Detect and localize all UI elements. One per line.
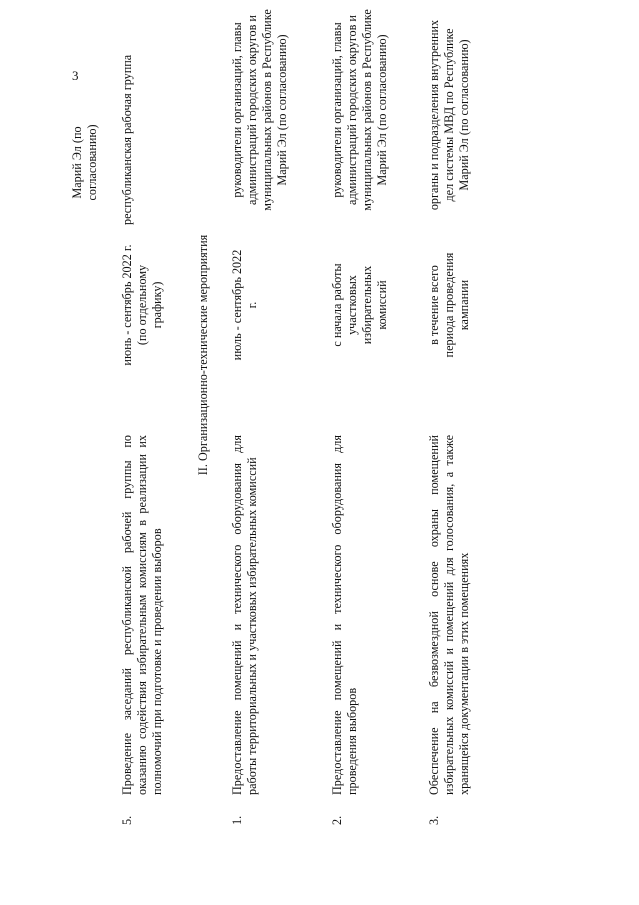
page-number: 3	[72, 68, 79, 83]
row-2-term: с начала работы участковых избирательных комиссий	[330, 263, 389, 347]
row-3-term: в течение всего периода проведения кампании	[427, 252, 471, 358]
row-1-term: июль - сентябрь 2022 г.	[230, 249, 259, 361]
section-title: II. Организационно-технические мероприятия	[196, 234, 210, 476]
row-1-responsible: руководители организаций, главы администраций городских округов и муниципальных районов в Республике Марий Эл (по согласованию)	[230, 9, 289, 211]
row-5-number: 5.	[120, 815, 134, 825]
row-1-event: Предоставление помещений и технического оборудования для работы территориальных и участковых избирательных комиссий	[230, 435, 259, 795]
row-3-event: Обеспечение на безвозмездной основе охраны помещений избирательных комиссий и помещений для голосования, а также хранящейся документации в этих помещениях	[427, 435, 471, 795]
row-2-number: 2.	[330, 815, 344, 825]
previous-row-continuation: Марий Эл (по согласованию)	[70, 124, 99, 201]
row-5-responsible: республиканская рабочая группа	[120, 54, 134, 225]
row-5-event: Проведение заседаний республиканской рабочей группы по оказанию содействия избирательным комиссиям в реализации их полномочий при подготовке и проведении выборов	[120, 435, 164, 795]
row-2-event: Предоставление помещений и технического оборудования для проведения выборов	[330, 435, 359, 795]
row-3-responsible: органы и подразделения внутренних дел системы МВД по Республике Марий Эл (по согласованию)	[427, 19, 471, 211]
row-1-number: 1.	[230, 815, 244, 825]
row-5-term: июнь - сентябрь 2022 г. (по отдельному графику)	[120, 244, 164, 366]
row-3-number: 3.	[427, 815, 441, 825]
rotated-table	[0, 9, 564, 905]
row-2-responsible: руководители организаций, главы администраций городских округов и муниципальных районов в Республике Марий Эл (по согласованию)	[330, 9, 389, 211]
